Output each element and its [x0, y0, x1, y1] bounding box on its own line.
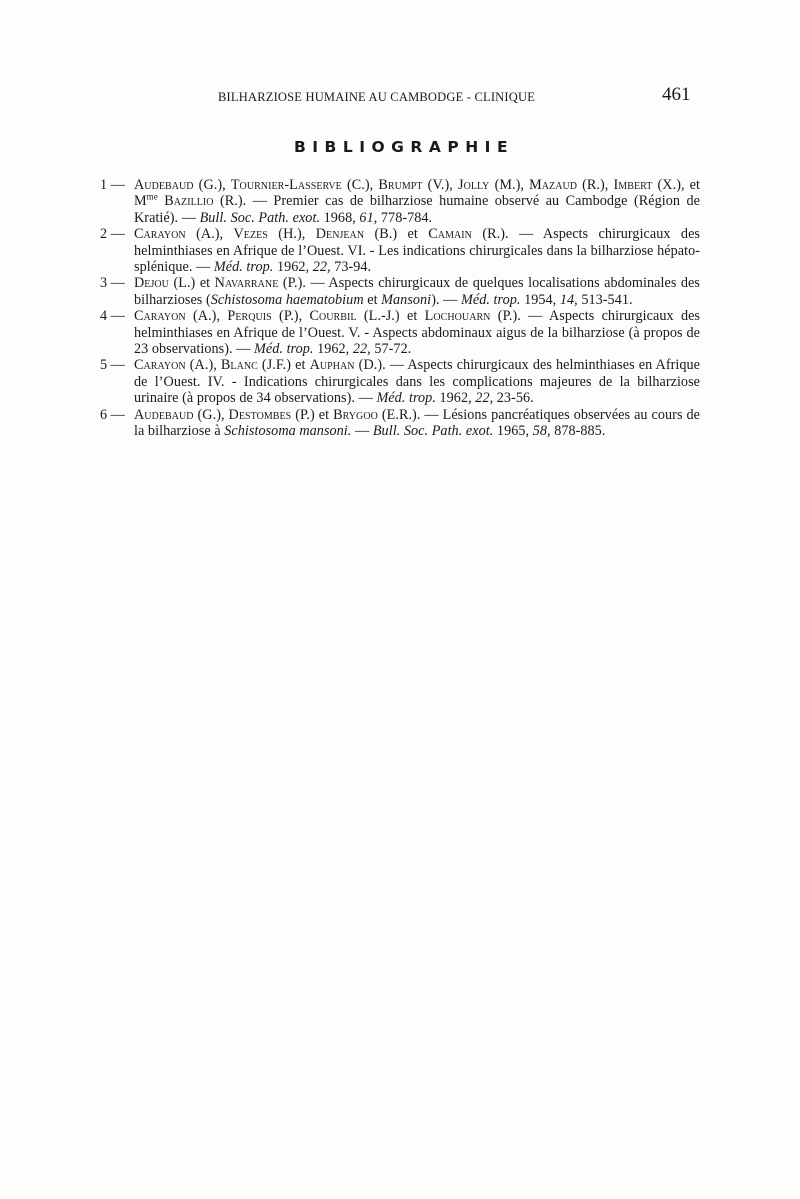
reference-fragment: 73-94. — [330, 259, 372, 276]
italic-text: 22, — [312, 259, 331, 276]
reference-fragment: 778-784. — [377, 209, 433, 226]
reference-fragment: (D.). — Aspects chirurgicaux des helminthiases en Afrique de l’Ouest. IV. - Indications chirurgicales dans les complications majeures de la bilharziose urinaire (à propos de 34 observations). — — [134, 357, 700, 407]
reference-text — [134, 357, 700, 406]
reference-list — [100, 177, 700, 440]
author-name: Destombes — [228, 406, 292, 423]
italic-text: Schistosoma haematobium — [210, 291, 364, 308]
reference-fragment: 878-885. — [550, 423, 606, 440]
reference-fragment: 513-541. — [577, 291, 633, 308]
reference-number: 5 — — [100, 357, 125, 374]
author-name: Dejou — [134, 275, 169, 292]
author-name: Carayon — [134, 308, 186, 325]
reference-item — [100, 275, 700, 308]
italic-text: 22, — [475, 390, 494, 407]
reference-number: 4 — — [100, 308, 125, 325]
reference-fragment: (R.). — Aspects chirurgicaux des helminthiases en Afrique de l’Ouest. VI. - Les indications chirurgicales dans la bilharziose hépato-splénique. — — [134, 226, 700, 276]
reference-fragment: (P.). — Aspects chirurgicaux de quelques localisations abdominales des bilharzioses ( — [134, 275, 700, 308]
section-title: BIBLIOGRAPHIE — [293, 138, 515, 156]
running-head: BILHARZIOSE HUMAINE AU CAMBODGE - CLINIQUE — [218, 90, 536, 104]
author-name: Navarrane — [214, 275, 279, 292]
reference-fragment: 1962, — [435, 390, 476, 407]
author-name: Carayon — [134, 357, 186, 374]
author-name: Camain — [428, 226, 472, 243]
reference-fragment: 1962, — [313, 341, 353, 358]
author-name: Brumpt — [378, 177, 423, 193]
italic-text: 58, — [532, 423, 551, 440]
italic-text: 61, — [359, 209, 378, 226]
author-name: Brygoo — [333, 406, 378, 423]
author-name: Bazillio — [164, 193, 214, 210]
italic-text: 22, — [352, 341, 371, 358]
reference-fragment: (A.), — [185, 226, 234, 243]
reference-fragment: 1954, — [520, 291, 560, 308]
reference-fragment: 1968, — [320, 209, 360, 226]
reference-number: 3 — — [100, 275, 125, 292]
italic-text: Schistosoma mansoni. — [224, 423, 352, 440]
reference-item — [100, 308, 700, 357]
reference-fragment: 23-56. — [493, 390, 534, 407]
reference-fragment: (P.) et — [291, 406, 334, 423]
reference-fragment: (H.), — [267, 226, 316, 243]
author-name: Courbil — [309, 308, 357, 325]
italic-text: Méd. trop. — [254, 341, 314, 358]
reference-fragment: (J.F.) et — [257, 357, 310, 374]
reference-number: 1 — — [100, 177, 125, 193]
page-number: 461 — [662, 84, 691, 105]
reference-fragment: (X.), et M — [134, 177, 701, 210]
author-name: Blanc — [220, 357, 258, 374]
reference-text — [134, 308, 700, 357]
reference-number: 2 — — [100, 226, 125, 243]
author-name: Perquis — [227, 308, 272, 325]
italic-text: Méd. trop. — [461, 291, 521, 308]
reference-fragment: (G.), — [193, 177, 231, 193]
italic-text: Méd. trop. — [213, 259, 274, 276]
reference-fragment: (V.), — [422, 177, 459, 193]
reference-fragment: (R.), — [577, 177, 614, 193]
italic-text: Méd. trop. — [376, 390, 436, 407]
reference-fragment: 57-72. — [370, 341, 412, 358]
reference-item — [100, 177, 700, 226]
reference-fragment: 1965, — [493, 423, 533, 440]
reference-text — [134, 177, 700, 226]
reference-item — [100, 226, 700, 275]
reference-fragment: (A.), — [185, 308, 228, 325]
reference-text — [134, 226, 700, 275]
reference-fragment: (C.), — [341, 177, 379, 193]
reference-fragment: et — [363, 291, 382, 308]
reference-fragment: (L.) et — [168, 275, 215, 292]
author-name: Jolly — [458, 177, 490, 193]
author-name: Imbert — [613, 177, 653, 193]
author-name: Tournier-Lasserve — [230, 177, 342, 193]
author-name: Mazaud — [529, 177, 578, 193]
author-name: Auphan — [309, 357, 355, 374]
reference-fragment: (M.), — [489, 177, 530, 193]
reference-fragment: 1962, — [273, 259, 313, 276]
reference-fragment: (P.). — Aspects chirurgicaux des helminthiases en Afrique de l’Ouest. V. - Aspects abdominaux aigus de la bilharziose (à propos de 23 observations). — — [134, 308, 701, 358]
reference-fragment: (G.), — [193, 406, 229, 423]
reference-item — [100, 357, 700, 406]
italic-text: Bull. Soc. Path. exot. — [199, 209, 321, 226]
reference-text — [134, 275, 700, 308]
italic-text: Mansoni — [381, 291, 432, 308]
reference-fragment: (A.), — [185, 357, 221, 374]
author-name: Denjean — [315, 226, 365, 243]
reference-item — [100, 407, 700, 440]
italic-text: 14, — [559, 291, 578, 308]
reference-fragment: ). — — [431, 291, 461, 308]
author-name: Audebaud — [134, 177, 194, 193]
reference-number: 6 — — [100, 406, 125, 423]
reference-fragment: me — [146, 191, 158, 202]
author-name: Audebaud — [134, 406, 194, 423]
reference-text — [134, 407, 700, 440]
reference-fragment: — — [351, 423, 373, 440]
reference-fragment: (L.-J.) et — [356, 308, 425, 325]
author-name: Vezes — [233, 226, 268, 243]
reference-fragment: (E.R.). — Lésions pancréatiques observées au cours de la bilharziose à — [134, 406, 700, 440]
reference-fragment: (R.). — Premier cas de bilharziose humaine observé au Cambodge (Région de Kratié). — — [134, 193, 700, 226]
reference-fragment: (B.) et — [364, 226, 429, 243]
reference-fragment: (P.), — [271, 308, 310, 325]
italic-text: Bull. Soc. Path. exot. — [372, 423, 494, 440]
author-name: Lochouarn — [424, 308, 491, 325]
author-name: Carayon — [134, 226, 186, 243]
